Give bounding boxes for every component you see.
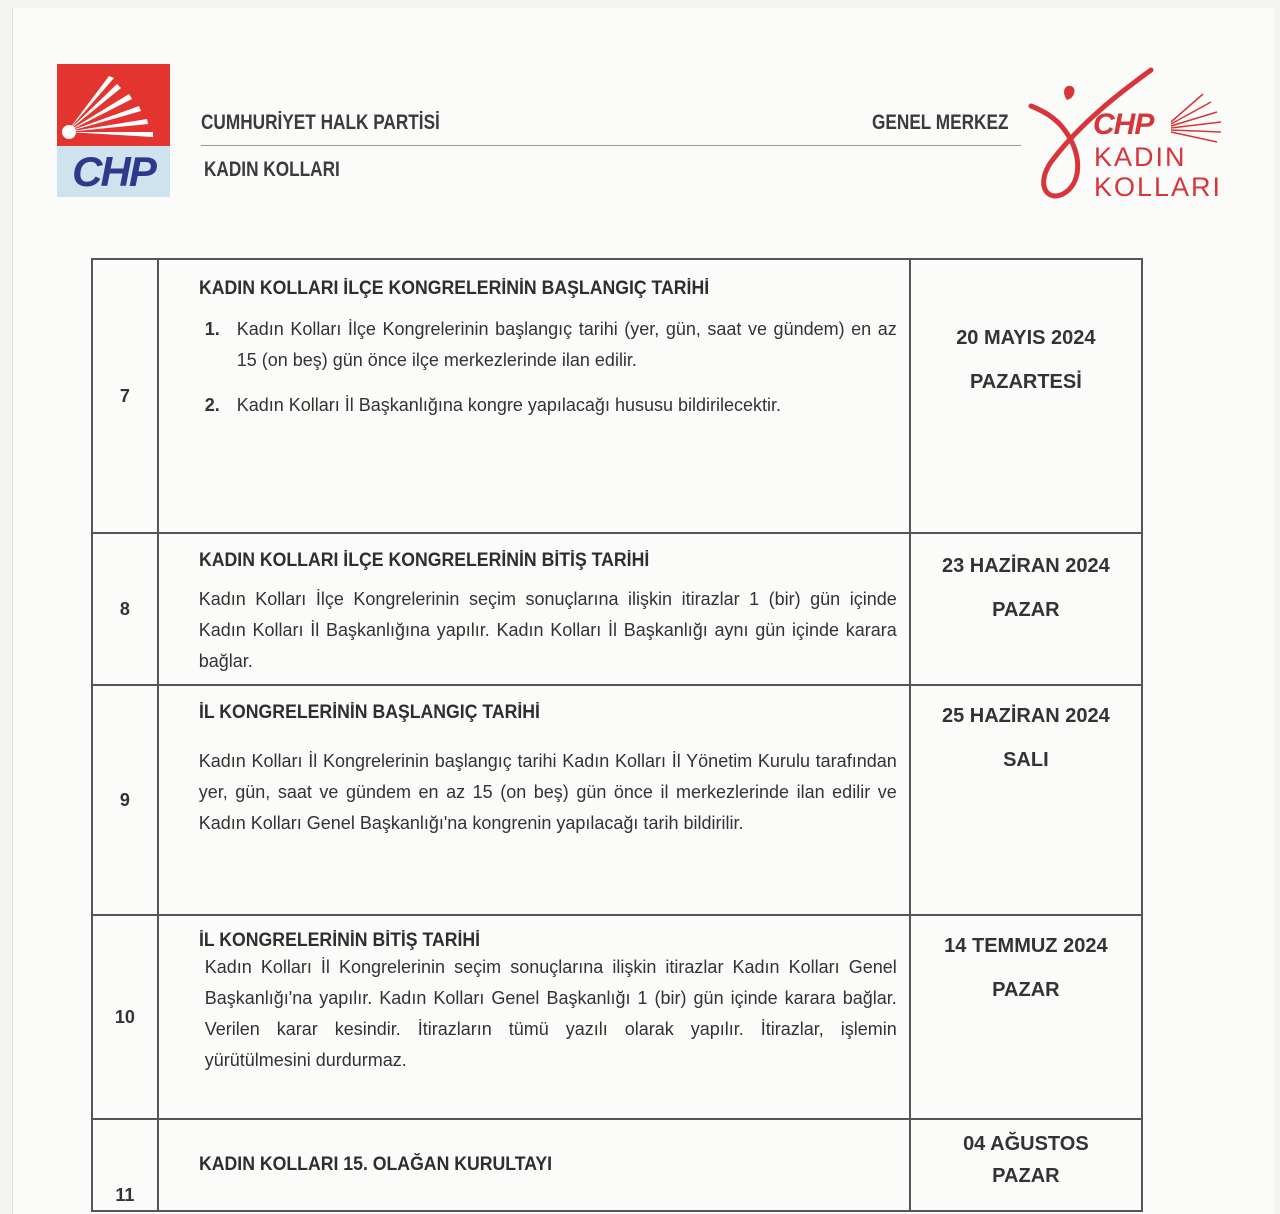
- numbered-list: [199, 314, 897, 421]
- list-item-number: 1.: [204, 319, 220, 339]
- list-item: [199, 390, 897, 421]
- table-row: [92, 533, 1142, 685]
- chp-logo-text-band: [57, 146, 170, 197]
- row-title: KADIN KOLLARI İLÇE KONGRELERİNİN BİTİŞ TARİHİ: [198, 550, 649, 571]
- row-date-cell: [910, 259, 1142, 533]
- row-text: Kadın Kolları İl Kongrelerinin seçim sonuçlarına ilişkin itirazlar Kadın Kolları Genel Başkanlığı'na yapılır. Kadın Kolları Genel Başkanlığı 1 (bir) gün içinde karara bağlar. Verilen karar kesindir. İtirazların tümü yazılı olarak yapılır. İtirazlar, işlemin yürütülmesini durdurmaz.: [204, 957, 897, 1070]
- row-title: KADIN KOLLARI 15. OLAĞAN KURULTAYI: [198, 1154, 552, 1175]
- kk-logo-line1: KADIN: [1094, 142, 1187, 172]
- row-day: PAZAR: [992, 599, 1060, 621]
- row-content: [158, 533, 910, 685]
- row-title: KADIN KOLLARI İLÇE KONGRELERİNİN BAŞLANGIÇ TARİHİ: [198, 278, 709, 299]
- row-number: 10: [92, 915, 158, 1119]
- list-item: [199, 314, 897, 376]
- table-row: [92, 915, 1142, 1119]
- row-date: 25 HAZİRAN 2024: [941, 705, 1110, 727]
- row-text: Kadın Kolları İlçe Kongrelerinin seçim sonuçlarına ilişkin itirazlar 1 (bir) gün içinde Kadın Kolları İl Başkanlığına yapılır. Kadın Kolları İl Başkanlığı aynı gün içinde karara bağlar.: [198, 589, 897, 671]
- row-day: PAZAR: [992, 979, 1060, 1001]
- chp-six-arrows-emblem: [57, 64, 170, 146]
- row-date-cell: [910, 685, 1142, 915]
- kk-logo-abbr: CHP: [1093, 108, 1154, 141]
- chp-logo-text: CHP: [72, 147, 155, 195]
- row-number: 7: [92, 259, 158, 533]
- row-number: 9: [92, 685, 158, 915]
- row-date: 23 HAZİRAN 2024: [941, 555, 1110, 577]
- row-number: 8: [92, 533, 158, 685]
- row-content: [158, 1119, 910, 1211]
- row-date-cell: [910, 915, 1142, 1119]
- row-day: SALI: [1003, 749, 1049, 771]
- table-row: [92, 685, 1142, 915]
- list-item-text: Kadın Kolları İl Başkanlığına kongre yapılacağı hususu bildirilecektir.: [236, 395, 782, 415]
- row-content: [158, 685, 910, 915]
- row-day: PAZAR: [992, 1165, 1060, 1187]
- kk-logo-line2: KOLLARI: [1094, 172, 1223, 202]
- row-title: İL KONGRELERİNİN BİTİŞ TARİHİ: [198, 930, 480, 951]
- table-row: [92, 1119, 1142, 1211]
- header-divider: [201, 145, 1021, 146]
- schedule-table: [91, 258, 1143, 1212]
- document-page: [12, 8, 1274, 1214]
- row-number: 11: [92, 1119, 158, 1211]
- party-name: CUMHURİYET HALK PARTİSİ: [201, 111, 440, 134]
- table-row: [92, 259, 1142, 533]
- row-date-cell: [910, 1119, 1142, 1211]
- row-date: 20 MAYIS 2024: [956, 327, 1096, 349]
- department-name: KADIN KOLLARI: [204, 158, 340, 181]
- list-item-number: 2.: [204, 395, 220, 415]
- row-text: Kadın Kolları İl Kongrelerinin başlangıç tarihi Kadın Kolları İl Yönetim Kurulu tarafından yer, gün, saat ve gündem en az 15 (on beş) gün önce il merkezlerinde ilan edilir ve Kadın Kolları Genel Başkanlığı'na kongrenin yapılacağı tarih bildirilir.: [198, 751, 897, 833]
- row-date-cell: [910, 533, 1142, 685]
- office-name: GENEL MERKEZ: [872, 111, 1009, 134]
- row-day: PAZARTESİ: [969, 371, 1082, 393]
- row-content: [158, 915, 910, 1119]
- row-content: [158, 259, 910, 533]
- row-date: 04 AĞUSTOS: [963, 1133, 1089, 1155]
- row-date: 14 TEMMUZ 2024: [944, 935, 1108, 957]
- row-title: İL KONGRELERİNİN BAŞLANGIÇ TARİHİ: [198, 702, 540, 723]
- chp-logo: [57, 64, 170, 197]
- list-item-text: Kadın Kolları İlçe Kongrelerinin başlangıç tarihi (yer, gün, saat ve gündem) en az 15 (on beş) gün önce ilçe merkezlerinde ilan edilir.: [236, 319, 897, 370]
